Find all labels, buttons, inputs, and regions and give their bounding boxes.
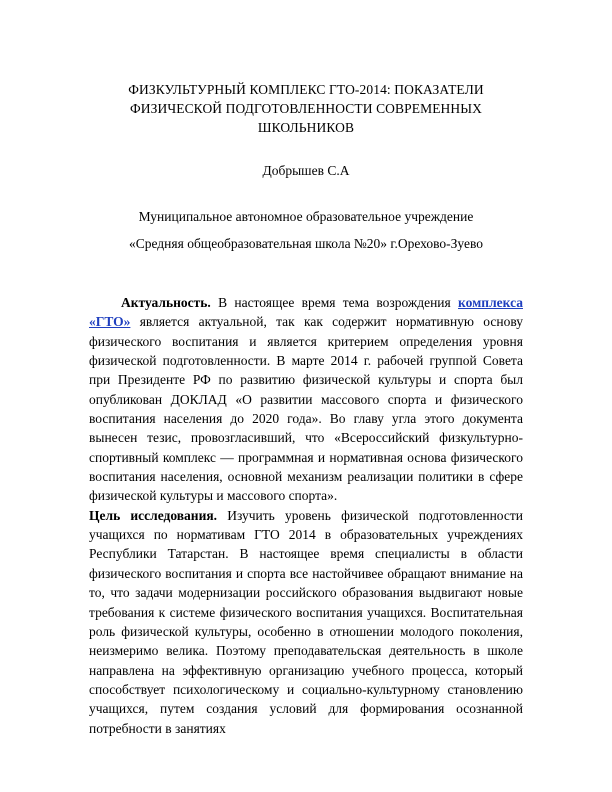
paragraph-research-goal bbox=[89, 506, 523, 738]
research-goal-text: Изучить уровень физической подготовленности учащихся по нормативам ГТО 2014 в образовательных учреждениях Республики Татарстан. В настоящее время специалисты в области физического воспитания и спорта все настойчивее обращают внимание на то, что задачи модернизации российского образования выдвигают новые требования к системе физического воспитания учащихся. Воспитательная роль физической культуры, особенно в отношении молодого поколения, неизмеримо велика. Поэтому преподавательская деятельность в школе направлена на эффективную организацию учебного процесса, который способствует психологическому и социально-культурному становлению учащихся, путем создания условий для формирования осознанной потребности в занятиях bbox=[89, 507, 523, 736]
document-title bbox=[80, 80, 532, 137]
paragraph-relevance bbox=[89, 293, 523, 506]
research-goal-heading: Цель исследования. bbox=[89, 507, 218, 523]
author-name: Добрышев С.А bbox=[262, 163, 350, 178]
institution-line-1: Муниципальное автономное образовательное учреждение bbox=[138, 209, 474, 224]
relevance-text: является актуальной, так как содержит нормативную основу физического воспитания и является критерием определения уровня физической подготовленности. В марте 2014 г. рабочей группой Совета при Президенте РФ по развитию физической культуры и спорта был опубликован ДОКЛАД «О развитии массового спорта и физического воспитания населения до 2020 года». Во главу угла этого документа вынесен тезис, провозгласивший, что «Всероссийский физкультурно-спортивный комплекс — программная и нормативная основа физического воспитания населения, основной механизм реализации политики в сфере физической культуры и массового спорта». bbox=[89, 314, 523, 504]
title-line-3: ШКОЛЬНИКОВ bbox=[257, 120, 355, 135]
document-body bbox=[89, 293, 523, 738]
relevance-text-before-link: В настоящее время тема возрождения bbox=[210, 295, 459, 310]
title-line-2: ФИЗИЧЕСКОЙ ПОДГОТОВЛЕННОСТИ СОВРЕМЕННЫХ bbox=[130, 101, 482, 116]
title-line-1: ФИЗКУЛЬТУРНЫЙ КОМПЛЕКС ГТО-2014: ПОКАЗАТЕЛИ bbox=[128, 82, 484, 97]
relevance-heading: Актуальность. bbox=[121, 295, 211, 310]
institution-line-2: «Средняя общеобразовательная школа №20» г.Орехово-Зуево bbox=[128, 236, 484, 251]
gto-complex-link[interactable]: комплекса «ГТО» bbox=[89, 295, 523, 330]
